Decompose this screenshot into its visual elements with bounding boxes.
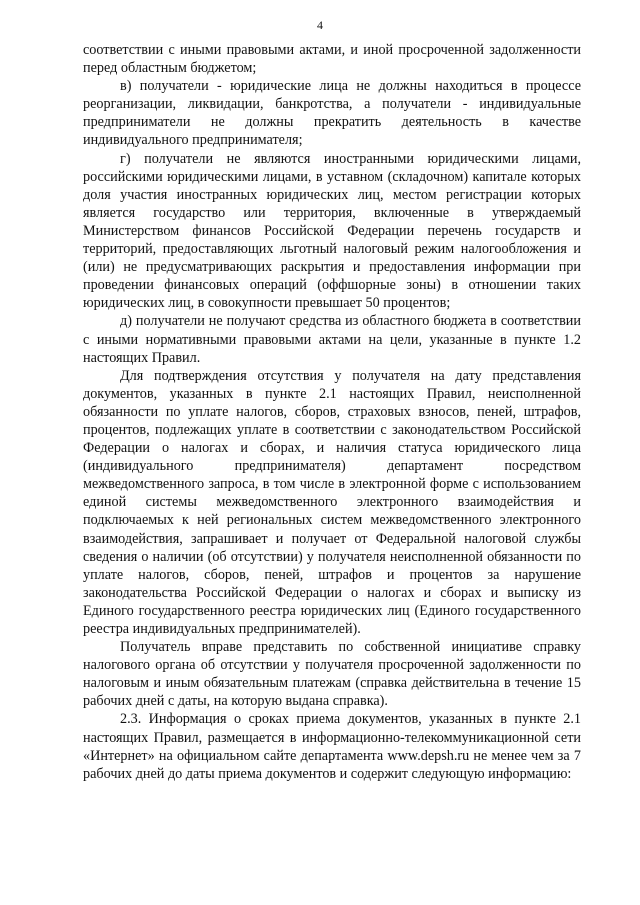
paragraph-item-d: д) получатели не получают средства из областного бюджета в соответствии с иными нормативными правовыми актами на цели, указанные в пункте 1.2 настоящих Правил. <box>83 313 581 366</box>
paragraph-item-g: г) получатели не являются иностранными юридическими лицами, российскими юридическими лицами, в уставном (складочном) капитале которых доля участия иностранных юридических лиц, местом регистрации которых является государство или территория, включенные в утверждаемый Министерством финансов Российской Федерации перечень государств и территорий, предоставляющих льготный налоговый режим налогообложения и (или) не предусматривающих раскрытия и предоставления информации при проведении финансовых операций (оффшорные зоны) в отношении таких юридических лиц, в совокупности превышает 50 процентов; <box>83 150 581 312</box>
paragraph-item-v: в) получатели - юридические лица не должны находиться в процессе реорганизации, ликвидации, банкротства, а получатели - индивидуальные предприниматели не должны прекратить деятельность в качестве индивидуального предпринимателя; <box>83 78 581 149</box>
page-number: 4 <box>317 18 323 32</box>
document-body <box>83 41 581 783</box>
paragraph-section-2-3: 2.3. Информация о сроках приема документов, указанных в пункте 2.1 настоящих Правил, размещается в информационно-телекоммуникационной сети «Интернет» на официальном сайте департамента www.depsh.ru не менее чем за 7 рабочих дней до даты приема документов и содержит следующую информацию: <box>83 711 581 782</box>
paragraph-tax-certificate: Получатель вправе представить по собственной инициативе справку налогового органа об отсутствии у получателя просроченной задолженности по налоговым и иным обязательным платежам (справка действительна в течение 15 рабочих дней с даты, на которую выдана справка). <box>83 639 581 710</box>
paragraph-continuation: соответствии с иными правовыми актами, и иной просроченной задолженности перед областным бюджетом; <box>83 42 581 77</box>
paragraph-confirmation: Для подтверждения отсутствия у получателя на дату представления документов, указанных в пункте 2.1 настоящих Правил, неисполненной обязанности по уплате налогов, сборов, страховых взносов, пеней, штрафов, процентов, подлежащих уплате в соответствии с законодательством Российской Федерации о налогах и сборах, и наличия статуса юридического лица (индивидуального предпринимателя) департамент посредством межведомственного запроса, в том числе в электронной форме с использованием единой системы межведомственного электронного взаимодействия и подключаемых к ней региональных систем межведомственного электронного взаимодействия, запрашивает и получает от Федеральной налоговой службы сведения о наличии (об отсутствии) у получателя неисполненной обязанности по уплате налогов, сборов, пеней, штрафов и процентов за нарушение законодательства Российской Федерации о налогах и сборах и выписку из Единого государственного реестра юридических лиц (Единого государственного реестра индивидуальных предпринимателей). <box>83 367 581 637</box>
